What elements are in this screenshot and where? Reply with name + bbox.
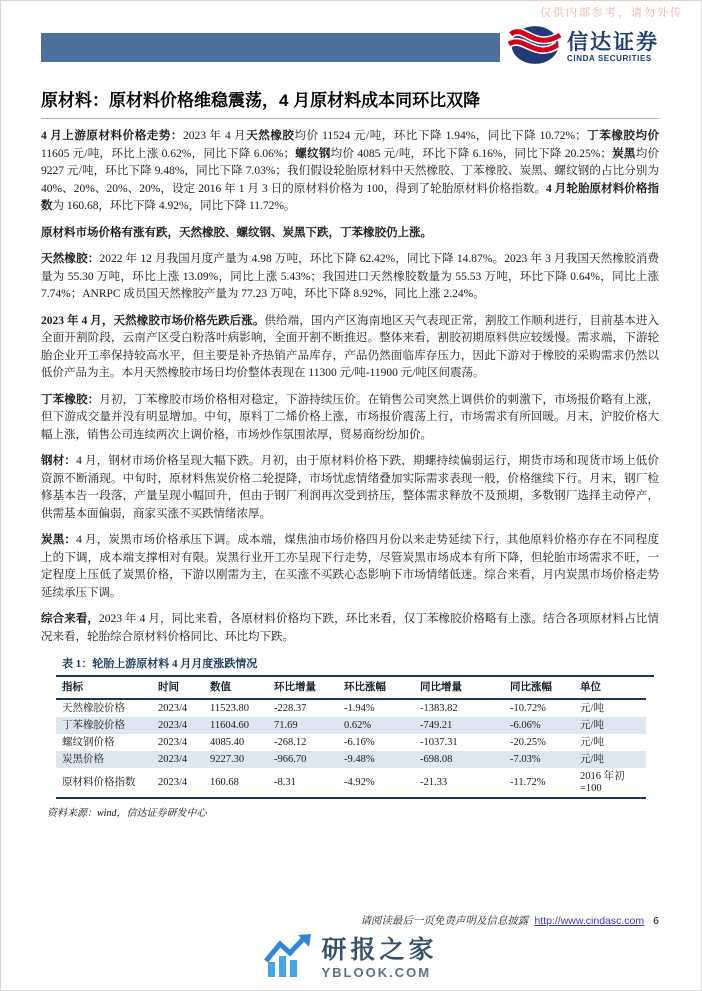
table-cell: -20.25% xyxy=(510,736,546,748)
table-cell: 2023/4 xyxy=(158,753,188,765)
table-body xyxy=(56,699,646,798)
text-run: 均价 4085 元/吨，环比下降 6.16%，同比下降 20.25%； xyxy=(330,147,612,160)
text-run: 4 月，钢材市场价格呈现大幅下跌。月初，由于原材料价格下跌，期螺持续偏弱运行，期货市场和现货市场上低价资源不断涌现。中旬时，原材料焦炭价格二轮提降，市场忧虑情绪叠加实际需求表现一般，价格继续下行。月末，钢厂检修基本告一段落，产量呈现小幅回升，但由于钢厂利润再次受到挤压，整体需求释放不及预期，多数钢厂选择主动停产，供需基本面偏弱，商家买涨不买跌情绪浓厚。 xyxy=(41,455,659,520)
text-run: 2022 年 12 月我国月度产量为 4.98 万吨，环比下降 62.42%，同比下降 14.87%。2023 年 3 月我国天然橡胶消费量为 55.30 万吨，环比上涨 13.09%，同比上涨 5.43%；我国进口天然橡胶数量为 55.53 万吨，环比下降 0.64%，同比上涨 7.74%；ANRPC 成员国天然橡胶产量为 77.23 万吨，环比下降 8.92%，同比上涨 2.24%。 xyxy=(41,253,660,300)
table-cell: 元/吨 xyxy=(580,702,604,714)
text-run: 2023 年 4 月，同比来看，各原材料价格均下跌，环比来看，仅丁苯橡胶价格略有上涨。结合各项原材料占比情况来看，轮胎综合原材料价格同比、环比均下跌。 xyxy=(41,613,660,643)
table-cell: -8.31 xyxy=(268,768,338,798)
column-header: 单位 xyxy=(574,677,646,699)
brand-name-en: CINDA SECURITIES xyxy=(567,54,652,63)
text-run: 供给端，国内产区海南地区天气表现正常，割胶工作顺利进行，目前基本进入全面开割阶段，云南产区受白粉落叶病影响，全面开割不断推迟。整体来看，割胶初期原料供应较缓慢。需求端，下游轮胎企业开工率保持较高水平，但主要是补齐热销产品库存，产品仍然面临库存压力，因此下游对于橡胶的采购需求仍然以低价产品为主。本月天然橡胶市场日均价整体表现在 11300 元/吨-11900 元/吨区间震荡。 xyxy=(41,314,660,379)
text-run: 均价 9227 元/吨，环比下降 9.48%，同比下降 7.03%；我们假设轮胎原材料中天然橡胶、丁苯橡胶、炭黑、螺纹钢的占比分别为 40%、20%、20%、20%，设定 2016 年 1 月 3 日的原材料价格为 100，得到了轮胎原材料价格指数。 xyxy=(41,147,660,195)
brand-name-cn: 信达证券 xyxy=(567,31,659,54)
text-run: 4 月，炭黑市场价格承压下调。成本端，煤焦油市场价格四月份以来走势延续下行，其他原料价格亦存在不同程度上的下调，成本端支撑相对有限。炭黑行业开工亦呈现下行走势，尽管炭黑市场成本有所下降，但轮胎市场需求不旺，一定程度上压低了炭黑价格，下游以刚需为主，在买涨不买跌心态影响下市场情绪低迷。综合来看，月内炭黑市场价格走势延续承压下调。 xyxy=(41,534,659,599)
text-run: 为 160.68，环比下降 4.92%，同比下降 11.72%。 xyxy=(52,200,296,212)
body-paragraph xyxy=(41,392,659,445)
column-header: 同比增量 xyxy=(414,677,504,699)
page-title: 原材料：原材料价格维稳震荡，4 月原材料成本同环比双降 xyxy=(41,91,481,110)
disclaimer-text: 请阅读最后一页免责声明及信息披露 xyxy=(360,916,529,927)
bold-text-run: 2023 年 4 月，天然橡胶市场价格先跌后涨。 xyxy=(41,314,265,327)
table-cell: 2023/4 xyxy=(158,719,188,731)
yblook-logo-text xyxy=(321,938,437,979)
table-cell: 11523.80 xyxy=(210,702,249,714)
bold-text-run: 钢材： xyxy=(41,455,77,467)
table-cell: 原材料价格指数 xyxy=(56,768,152,798)
cinda-logo-text xyxy=(567,32,659,63)
text-run: 月初，丁苯橡胶市场价格相对稳定，下游持续压价。在销售公司突然上调供价的刺激下，市场报价略有上涨，但下游成交量并没有明显增加。中旬，原料丁二烯价格上涨，市场报价震荡上行，市场需求有所回暖。月末，沪胶价格大幅上涨，销售公司连续两次上调价格，市场炒作氛围浓厚，贸易商纷纷加价。 xyxy=(41,393,660,441)
body-paragraph xyxy=(41,313,659,383)
table-caption: 表 1：轮胎上游原材料 4 月月度涨跌情况 xyxy=(56,655,654,677)
bold-text-run: 天然橡胶： xyxy=(41,253,100,265)
column-header: 数值 xyxy=(204,677,268,699)
bold-text-run: 4 月轮胎原材料价格指数 xyxy=(41,182,659,212)
title-divider xyxy=(41,118,659,119)
cinda-logo xyxy=(508,22,659,73)
table-cell: -228.37 xyxy=(274,702,307,714)
table-cell: 0.62% xyxy=(344,719,372,731)
table-cell: 2023/4 xyxy=(158,736,188,748)
yblook-brand xyxy=(1,934,701,983)
table-header-row xyxy=(56,677,646,699)
table-cell: 9227.30 xyxy=(210,753,245,765)
table-cell: -6.16% xyxy=(344,736,375,748)
column-header: 环比涨幅 xyxy=(338,677,414,699)
table-cell: 炭黑价格 xyxy=(62,753,104,765)
table-cell: 元/吨 xyxy=(580,719,604,731)
table-cell: 4085.40 xyxy=(210,736,245,748)
column-header: 同比涨幅 xyxy=(504,677,574,699)
table-row xyxy=(56,734,646,751)
source-note: 资料来源：wind，信达证券研发中心 xyxy=(47,808,207,819)
column-header: 环比增量 xyxy=(268,677,338,699)
text-run: 均价 11524 元/吨，环比下降 1.94%，同比下降 10.72%； xyxy=(294,130,587,142)
body-paragraph xyxy=(41,453,659,523)
page-footer xyxy=(41,913,659,928)
body-paragraph xyxy=(41,225,659,243)
body-paragraph xyxy=(41,251,659,304)
text-run: 11605 元/吨，环比上涨 0.62%，同比下降 6.06%； xyxy=(41,147,295,160)
page-header xyxy=(41,22,659,73)
bold-text-run: 丁苯橡胶： xyxy=(41,393,100,406)
table-cell: -698.08 xyxy=(420,753,453,765)
cindasc-link[interactable]: http://www.cindasc.com xyxy=(534,915,645,927)
bold-text-run: 天然橡胶 xyxy=(246,130,295,142)
bold-text-run: 综合来看， xyxy=(41,613,100,625)
table-cell: 2016 年初=100 xyxy=(574,768,646,798)
table-cell: 160.68 xyxy=(204,768,268,798)
table-section xyxy=(56,655,654,799)
internal-use-watermark: 仅供内部参考，请勿外传 xyxy=(540,7,683,19)
table-row xyxy=(56,717,646,734)
table-cell: -11.72% xyxy=(504,768,574,798)
bold-text-run: 4 月上游原材料价格走势： xyxy=(41,130,183,142)
table-cell: 元/吨 xyxy=(580,753,604,765)
table-cell: -1037.31 xyxy=(420,736,458,748)
column-header: 指标 xyxy=(56,677,152,699)
table-cell: 天然橡胶价格 xyxy=(62,702,125,714)
table-cell: -7.03% xyxy=(510,753,541,765)
bold-text-run: 螺纹钢 xyxy=(295,147,331,160)
body-paragraphs xyxy=(41,128,659,646)
table-cell: -9.48% xyxy=(344,753,375,765)
table-cell: -749.21 xyxy=(420,719,453,731)
table-cell: -6.06% xyxy=(510,719,541,731)
bold-text-run: 炭黑 xyxy=(611,147,636,160)
table-cell: 11604.60 xyxy=(210,719,249,731)
yblook-domain: YBLOOK.COM xyxy=(321,965,432,980)
bar-chart-arrow-icon xyxy=(264,934,312,983)
table-cell: 元/吨 xyxy=(580,736,604,748)
header-bar xyxy=(41,33,500,62)
text-run: 2023 年 4 月 xyxy=(182,130,247,142)
page-number: 6 xyxy=(653,915,659,927)
table-cell: -1383.82 xyxy=(420,702,458,714)
bold-text-run: 原材料市场价格有涨有跌，天然橡胶、螺纹钢、炭黑下跌，丁苯橡胶仍上涨。 xyxy=(41,226,432,239)
table-cell: 丁苯橡胶价格 xyxy=(62,719,125,731)
table-cell: -1.94% xyxy=(344,702,375,714)
bold-text-run: 炭黑： xyxy=(41,534,77,546)
table-row xyxy=(56,768,646,798)
table-cell: -268.12 xyxy=(274,736,307,748)
body-paragraph xyxy=(41,611,659,646)
table-cell: 螺纹钢价格 xyxy=(62,736,115,748)
column-header: 时间 xyxy=(152,677,204,699)
body-paragraph xyxy=(41,128,659,216)
table-cell: 71.69 xyxy=(274,719,298,731)
cinda-globe-icon xyxy=(508,22,562,73)
table-cell: 2023/4 xyxy=(152,768,204,798)
table-cell: -21.33 xyxy=(414,768,504,798)
bold-text-run: 丁苯橡胶均价 xyxy=(586,130,660,142)
table-cell: -4.92% xyxy=(338,768,414,798)
table-row xyxy=(56,751,646,768)
table-cell: -10.72% xyxy=(510,702,546,714)
table-cell: 2023/4 xyxy=(158,702,188,714)
raw-materials-table xyxy=(56,677,646,799)
table-row xyxy=(56,699,646,717)
yblook-name-cn: 研报之家 xyxy=(321,936,438,964)
table-cell: -966.70 xyxy=(274,753,307,765)
body-paragraph xyxy=(41,532,659,602)
